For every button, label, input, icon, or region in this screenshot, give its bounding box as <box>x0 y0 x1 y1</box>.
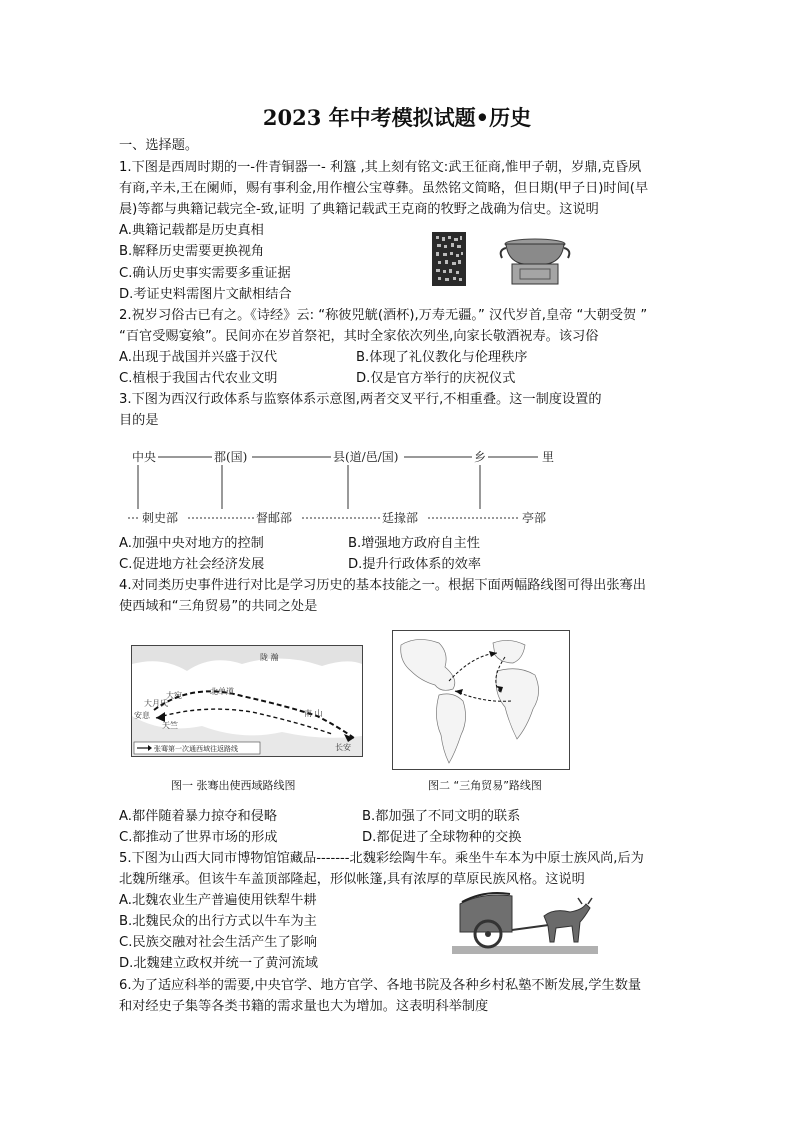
diagram-node-prefecture: 郡(国) <box>214 450 248 464</box>
admin-supervision-diagram <box>128 445 568 530</box>
diagram-node-tingyuan: 廷掾部 <box>382 511 419 525</box>
page-title: 2023 年中考模拟试题•历史 <box>262 105 532 130</box>
q2-line-2: “百官受赐宴飨”。民间亦在岁首祭祀，其时全家依次列坐,向家长敬酒祝寿。该习俗 <box>119 329 599 344</box>
q6-line-2: 和对经史子集等各类书籍的需求量也大为增加。这表明科举制度 <box>119 999 489 1014</box>
q5-option-a[interactable]: A.北魏农业生产普遍使用铁犁牛耕 <box>119 893 317 908</box>
diagram-node-cishi: 刺史部 <box>142 511 179 525</box>
li-gui-bronze-image <box>432 230 572 288</box>
diagram-node-township: 乡 <box>474 450 487 464</box>
q3-option-d[interactable]: D.提升行政体系的效率 <box>348 557 482 572</box>
q3-option-a[interactable]: A.加强中央对地方的控制 <box>119 536 264 551</box>
q5-line-2: 北魏所继承。但该牛车盖顶部隆起，形似帐篷,具有浓厚的草原民族风格。这说明 <box>119 872 585 887</box>
q3-line-1: 3.下图为西汉行政体系与监察体系示意图,两者交叉平行,不相重叠。这一制度设置的 <box>119 392 602 407</box>
q4-line-1: 4.对同类历史事件进行对比是学习历史的基本技能之一。根据下面两幅路线图可得出张骞出 <box>119 578 646 593</box>
map1-label-dayuezhi: 大月氏 <box>144 699 168 708</box>
diagram-node-duyou: 督邮部 <box>256 511 293 525</box>
q1-option-a[interactable]: A.典籍记载都是历史真相 <box>119 223 264 238</box>
diagram-node-county: 县(道/邑/国) <box>333 450 399 464</box>
map1-caption: 图一 张骞出使西域路线图 <box>171 779 296 792</box>
map1-label-anxi: 安息 <box>134 711 150 720</box>
q2-option-b[interactable]: B.体现了礼仪教化与伦理秩序 <box>356 350 528 365</box>
zhang-qian-route-map <box>131 645 363 757</box>
triangular-trade-map <box>392 630 570 770</box>
q3-line-2: 目的是 <box>119 413 159 428</box>
q5-option-b[interactable]: B.北魏民众的出行方式以牛车为主 <box>119 914 317 929</box>
ox-cart-pottery-image <box>452 890 598 954</box>
q2-option-c[interactable]: C.植根于我国古代农业文明 <box>119 371 278 386</box>
diagram-node-central: 中央 <box>132 450 157 464</box>
map1-label-north-road: 北单道 <box>210 687 234 696</box>
q5-line-1: 5.下图为山西大同市博物馆馆藏品-------北魏彩绘陶牛车。乘坐牛车本为中原士族风尚,后为 <box>119 851 644 866</box>
section-heading: 一、选择题。 <box>119 138 199 153</box>
map1-label-desert: 陇 瀚 <box>260 653 279 662</box>
map1-label-south-mountain: 南 山 <box>304 709 323 718</box>
q1-option-c[interactable]: C.确认历史事实需要多重证据 <box>119 266 291 281</box>
q6-line-1: 6.为了适应科举的需要,中央官学、地方官学、各地书院及各种乡村私塾不断发展,学生数量 <box>119 978 642 993</box>
q2-line-1: 2.祝岁习俗古已有之。《诗经》云: “称彼兕觥(酒杯),万寿无疆。” 汉代岁首,皇帝 “大朝受贺 ” <box>119 308 648 323</box>
diagram-node-tingbu: 亭部 <box>522 511 547 525</box>
map1-label-dayuan: 大宛 <box>166 691 182 700</box>
q4-option-a[interactable]: A.都伴随着暴力掠夺和侵略 <box>119 809 278 824</box>
q1-option-b[interactable]: B.解释历史需要更换视角 <box>119 244 265 259</box>
q1-line-1: 1.下图是西周时期的一-件青铜器一- 利簋 ,其上刻有铭文:武王征商,惟甲子朝，岁鼎,克昏夙 <box>119 160 642 175</box>
q1-option-d[interactable]: D.考证史料需图片文献相结合 <box>119 287 292 302</box>
map1-label-tianzhu: 天竺 <box>162 721 178 730</box>
q4-option-b[interactable]: B.都加强了不同文明的联系 <box>362 809 521 824</box>
map1-label-changan: 长安 <box>335 743 351 752</box>
map2-caption: 图二 “三角贸易”路线图 <box>428 779 542 792</box>
map1-legend: 张骞第一次通西域往返路线 <box>154 745 238 753</box>
q5-option-d[interactable]: D.北魏建立政权并统一了黄河流域 <box>119 956 318 971</box>
diagram-node-village: 里 <box>542 450 555 464</box>
q2-option-a[interactable]: A.出现于战国并兴盛于汉代 <box>119 350 278 365</box>
q2-option-d[interactable]: D.仅是官方举行的庆祝仪式 <box>356 371 516 386</box>
q3-option-c[interactable]: C.促进地方社会经济发展 <box>119 557 265 572</box>
q3-option-b[interactable]: B.增强地方政府自主性 <box>348 536 480 551</box>
q4-option-d[interactable]: D.都促进了全球物种的交换 <box>362 830 522 845</box>
q5-option-c[interactable]: C.民族交融对社会生活产生了影响 <box>119 935 318 950</box>
q4-line-2: 使西域和“三角贸易”的共同之处是 <box>119 599 318 614</box>
q1-line-2: 有商,辛未,王在阑师，赐有事利金,用作檀公宝尊彝。虽然铭文简略，但日期(甲子日)时间(早 <box>119 181 649 196</box>
q4-option-c[interactable]: C.都推动了世界市场的形成 <box>119 830 278 845</box>
q1-line-3: 晨)等都与典籍记载完全-致,证明 了典籍记载武王克商的牧野之战确为信史。这说明 <box>119 202 599 217</box>
